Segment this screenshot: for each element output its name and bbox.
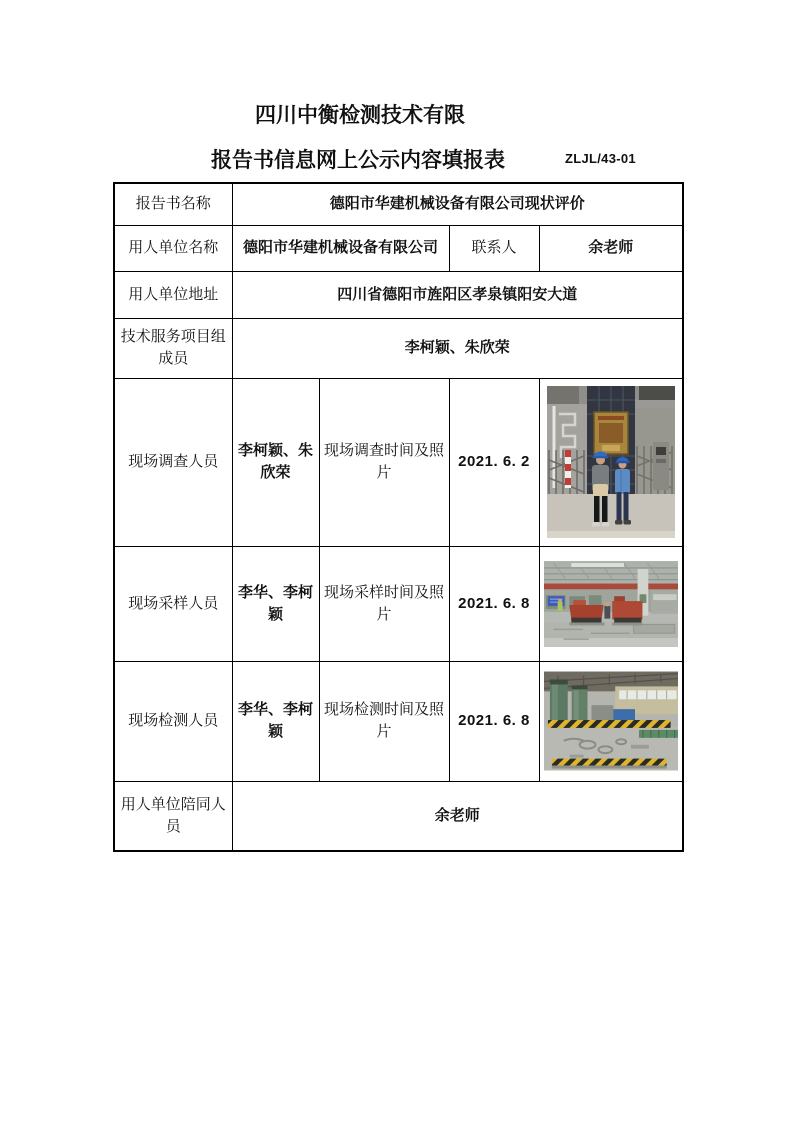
site-testing-date: 2021. 6. 8 [449,661,539,781]
project-team-label: 技术服务项目组成员 [114,318,232,378]
site-survey-date: 2021. 6. 2 [449,378,539,546]
site-sampling-date: 2021. 6. 8 [449,546,539,661]
site-survey-personnel: 李柯颖、朱欣荣 [232,378,319,546]
employer-name-value: 德阳市华建机械设备有限公司 [232,225,449,271]
row-report-name [114,183,683,225]
row-project-team [114,318,683,378]
project-team-value: 李柯颖、朱欣荣 [232,318,683,378]
contact-label: 联系人 [449,225,539,271]
escort-label: 用人单位陪同人员 [114,781,232,851]
employer-address-value: 四川省德阳市旌阳区孝泉镇阳安大道 [232,271,683,318]
site-testing-photo [544,671,679,771]
site-sampling-photo-cell [539,546,683,661]
doc-code: ZLJL/43-01 [565,151,636,166]
site-testing-personnel: 李华、李柯颖 [232,661,319,781]
site-sampling-label: 现场采样人员 [114,546,232,661]
row-employer-name [114,225,683,271]
employer-address-label: 用人单位地址 [114,271,232,318]
site-survey-photo-cell [539,378,683,546]
report-name-value: 德阳市华建机械设备有限公司现状评价 [232,183,683,225]
site-survey-photo [547,386,675,538]
row-employer-address [114,271,683,318]
row-site-testing [114,661,683,781]
report-form-table [113,182,684,852]
row-site-survey [114,378,683,546]
site-sampling-time-label: 现场采样时间及照片 [319,546,449,661]
report-name-label: 报告书名称 [114,183,232,225]
site-survey-time-label: 现场调查时间及照片 [319,378,449,546]
page-title: 四川中衡检测技术有限 [255,104,465,127]
form-title-row [0,144,793,172]
row-site-sampling [114,546,683,661]
escort-value: 余老师 [232,781,683,851]
site-testing-label: 现场检测人员 [114,661,232,781]
employer-name-label: 用人单位名称 [114,225,232,271]
form-title: 报告书信息网上公示内容填报表 [211,149,505,172]
site-sampling-photo [544,560,679,648]
site-testing-photo-cell [539,661,683,781]
contact-value: 余老师 [539,225,683,271]
site-survey-label: 现场调查人员 [114,378,232,546]
row-escort [114,781,683,851]
site-testing-time-label: 现场检测时间及照片 [319,661,449,781]
site-sampling-personnel: 李华、李柯颖 [232,546,319,661]
